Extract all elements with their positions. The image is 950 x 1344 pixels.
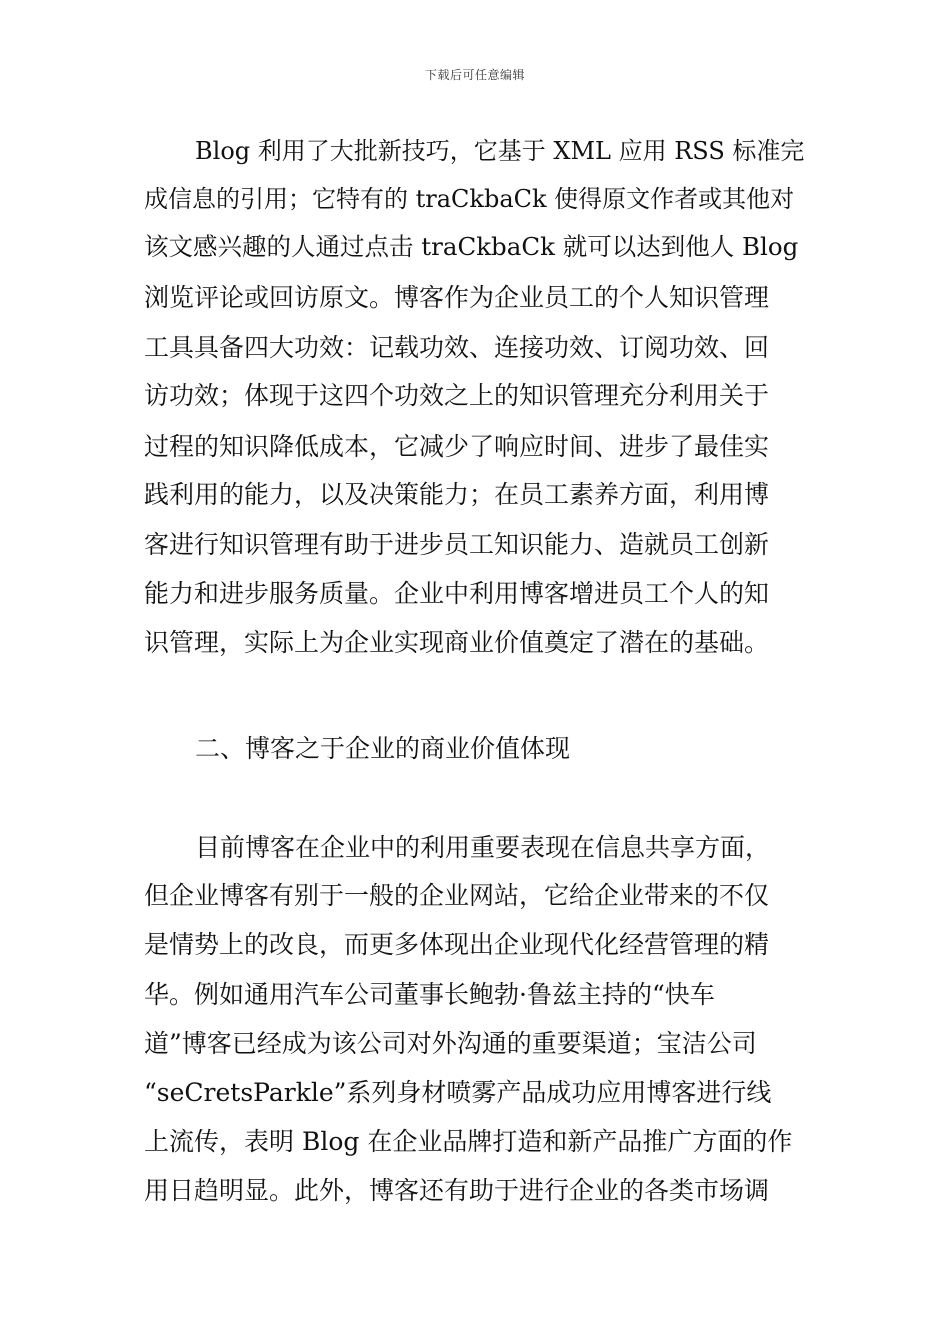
section-heading: 二、博客之于企业的商业价值体现 xyxy=(195,734,571,763)
paragraph-line: 是情势上的改良，而更多体现出企业现代化经营管理的精 xyxy=(144,930,770,959)
paragraph-line: 道”博客已经成为该公司对外沟通的重要渠道；宝洁公司 xyxy=(144,1029,757,1058)
paragraph-line: Blog 利用了大批新技巧，它基于 XML 应用 RSS 标准完 xyxy=(195,137,805,165)
paragraph-line: 用日趋明显。此外，博客还有助于进行企业的各类市场调 xyxy=(144,1176,770,1205)
paragraph-line: 过程的知识降低成本，它减少了响应时间、进步了最佳实 xyxy=(144,432,770,461)
paragraph-line: 上流传，表明 Blog 在企业品牌打造和新产品推广方面的作 xyxy=(144,1127,793,1156)
paragraph-line: 成信息的引用；它特有的 traCkbaCk 使得原文作者或其他对 xyxy=(144,185,795,213)
paragraph-line: 华。例如通用汽车公司董事长鲍勃·鲁兹主持的“快车 xyxy=(144,980,715,1009)
paragraph-line: 识管理，实际上为企业实现商业价值奠定了潜在的基础。 xyxy=(144,628,770,657)
paragraph-line: 该文感兴趣的人通过点击 traCkbaCk 就可以达到他人 Blog xyxy=(144,232,799,261)
paragraph-line: 浏览评论或回访原文。博客作为企业员工的个人知识管理 xyxy=(144,283,770,312)
paragraph-line: 能力和进步服务质量。企业中利用博客增进员工个人的知 xyxy=(144,579,770,608)
paragraph-line: 工具具备四大功效：记载功效、连接功效、订阅功效、回 xyxy=(144,333,770,362)
paragraph-line: 访功效；体现于这四个功效之上的知识管理充分利用关于 xyxy=(144,381,770,410)
paragraph-line: “seCretsParkle”系列身材喷雾产品成功应用博客进行线 xyxy=(144,1078,772,1107)
paragraph-line: 但企业博客有别于一般的企业网站，它给企业带来的不仅 xyxy=(144,881,770,910)
paragraph-line: 目前博客在企业中的利用重要表现在信息共享方面， xyxy=(195,833,771,862)
paragraph-line: 客进行知识管理有助于进步员工知识能力、造就员工创新 xyxy=(144,530,770,559)
paragraph-line: 践利用的能力，以及决策能力；在员工素养方面，利用博 xyxy=(144,480,770,509)
page-header: 下载后可任意编辑 xyxy=(424,68,525,82)
